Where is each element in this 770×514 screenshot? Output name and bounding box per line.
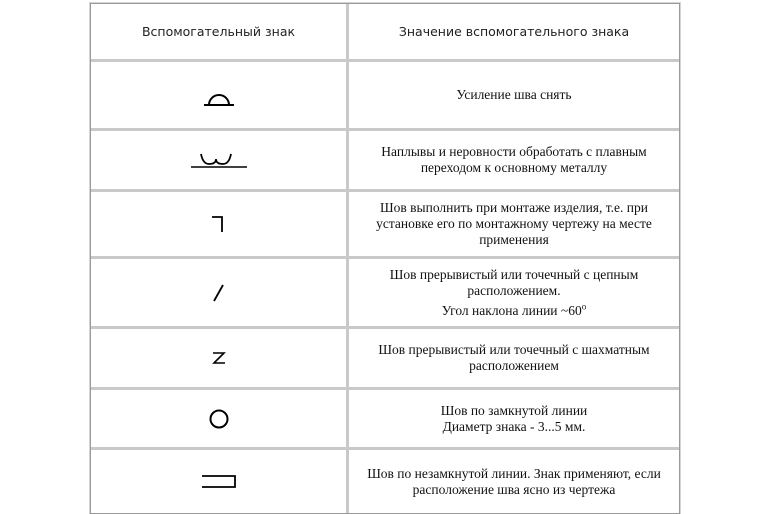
meaning-cell xyxy=(349,450,679,513)
meaning-cell xyxy=(349,192,679,256)
table-row xyxy=(91,192,679,259)
angle-text: Угол наклона линии ~60 xyxy=(441,302,582,318)
column-header-symbol: Вспомогательный знак xyxy=(91,4,349,59)
meaning-text: переходом к основному металлу xyxy=(420,160,608,175)
meaning-text: Шов по незамкнутой линии. Знак применяют, если xyxy=(367,465,661,481)
meaning-text: расположение шва ясно из чертежа xyxy=(412,481,616,497)
table-row xyxy=(91,450,679,513)
reinforcement-remove-icon xyxy=(199,80,239,110)
smooth-transition-icon xyxy=(189,149,249,171)
meaning-text: Шов выполнить при монтаже изделия, т.е. при xyxy=(380,200,648,215)
meaning-text: Шов прерывистый или точечный с шахматным xyxy=(378,342,650,357)
meaning-text xyxy=(390,303,639,319)
meaning-text: Усиление шва снять xyxy=(456,87,572,102)
degree-mark: o xyxy=(581,301,587,311)
slash-chain-icon xyxy=(209,282,229,304)
meaning-text: Диаметр знака - 3...5 мм. xyxy=(442,418,586,434)
meaning-cell xyxy=(349,329,679,387)
column-header-meaning: Значение вспомогательного знака xyxy=(398,24,630,39)
field-weld-flag-icon xyxy=(209,213,229,235)
meaning-text: Шов по замкнутой линии xyxy=(440,402,588,418)
table-row xyxy=(91,259,679,329)
symbol-cell xyxy=(91,62,349,128)
symbol-cell xyxy=(91,329,349,387)
symbol-cell xyxy=(91,390,349,447)
open-contour-icon xyxy=(199,472,239,492)
meaning-text: применения xyxy=(479,232,549,247)
meaning-text: установке его по монтажному чертежу на месте xyxy=(376,216,652,231)
meaning-text: Наплывы и неровности обработать с плавным xyxy=(381,144,647,159)
symbol-cell xyxy=(91,192,349,256)
symbol-cell xyxy=(91,131,349,189)
table-header-row xyxy=(91,4,679,62)
symbol-cell xyxy=(91,450,349,513)
z-staggered-icon xyxy=(210,349,228,367)
weld-symbols-table xyxy=(90,3,680,514)
meaning-text: расположением xyxy=(469,358,559,373)
meaning-cell xyxy=(349,390,679,447)
table-row xyxy=(91,62,679,131)
table-row xyxy=(91,131,679,192)
meaning-cell xyxy=(349,131,679,189)
meaning-text: Шов прерывистый или точечный с цепным xyxy=(389,266,639,282)
symbol-cell xyxy=(91,259,349,326)
table-row xyxy=(91,329,679,390)
table-row xyxy=(91,390,679,450)
meaning-cell xyxy=(349,62,679,128)
meaning-text: расположением. xyxy=(467,282,561,298)
closed-contour-circle-icon xyxy=(206,406,232,432)
meaning-cell xyxy=(349,259,679,326)
